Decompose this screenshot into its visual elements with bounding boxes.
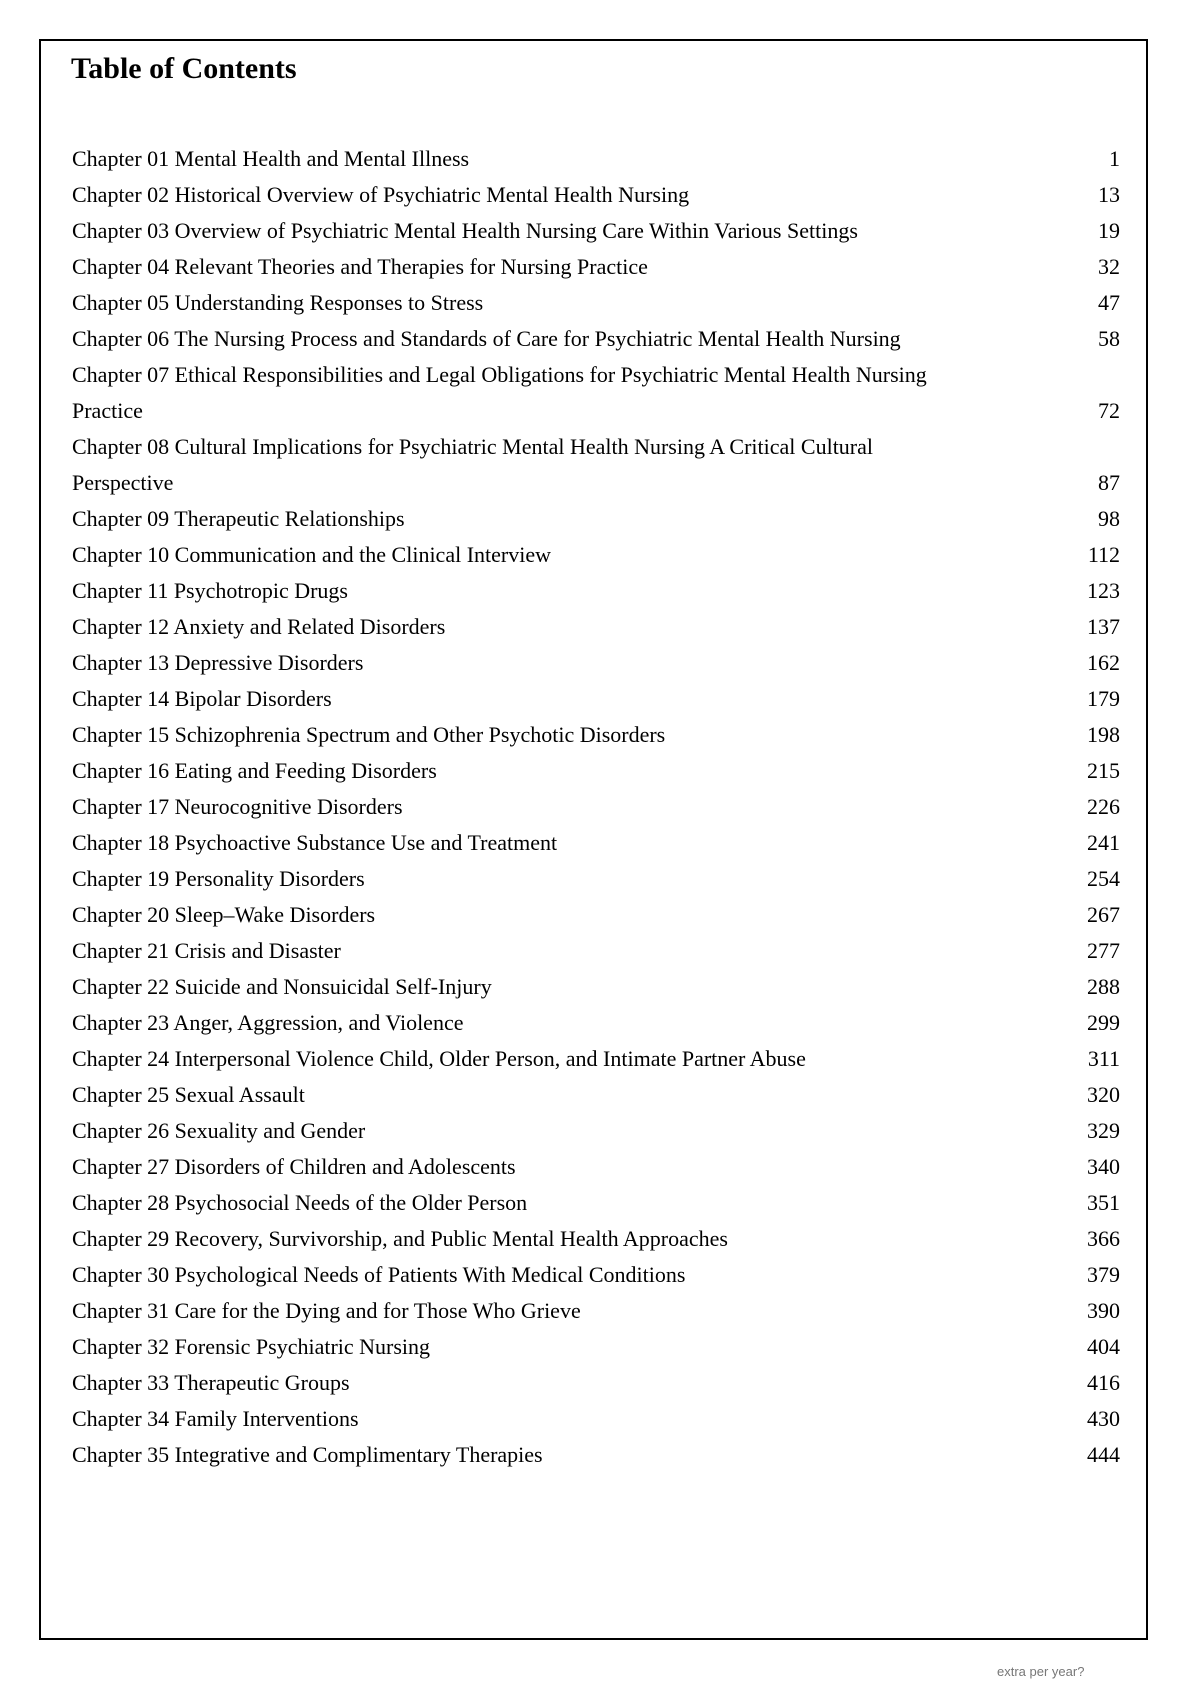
toc-entry-page: 311: [1087, 1046, 1120, 1071]
toc-entry: [72, 717, 1120, 753]
toc-entry-title: Chapter 18 Psychoactive Substance Use and Treatment: [72, 830, 558, 855]
toc-entry-title: Chapter 16 Eating and Feeding Disorders: [72, 758, 437, 783]
toc-entry: [72, 1041, 1120, 1077]
toc-entry: [72, 969, 1120, 1005]
toc-entry-title: Chapter 33 Therapeutic Groups: [72, 1370, 350, 1395]
toc-entry: [72, 213, 1120, 249]
toc-entry: [72, 897, 1120, 933]
toc-entry-page: 340: [1087, 1154, 1120, 1179]
toc-entry: [72, 1149, 1120, 1185]
toc-entry-title: Chapter 10 Communication and the Clinical Interview: [72, 542, 551, 567]
toc-entry-page: 98: [1098, 506, 1120, 531]
toc-entry-page: 254: [1087, 866, 1120, 891]
toc-entry-title: Chapter 17 Neurocognitive Disorders: [72, 794, 403, 819]
toc-entry-title: Chapter 30 Psychological Needs of Patients With Medical Conditions: [72, 1262, 686, 1287]
toc-entry-page: 299: [1087, 1010, 1120, 1035]
toc-entry: [72, 1365, 1120, 1401]
toc-entry-page: 198: [1087, 722, 1120, 747]
toc-entry-page: 288: [1087, 974, 1120, 999]
toc-entry-title: Chapter 20 Sleep–Wake Disorders: [72, 902, 376, 927]
toc-entry: [72, 1077, 1120, 1113]
toc-entry-title: Chapter 15 Schizophrenia Spectrum and Other Psychotic Disorders: [72, 722, 666, 747]
toc-entry-page: 47: [1098, 290, 1120, 315]
toc-entry-page: 366: [1087, 1226, 1120, 1251]
toc-entry-page: 226: [1087, 794, 1120, 819]
toc-entry: [72, 681, 1120, 717]
toc-entry-page: 112: [1087, 542, 1120, 567]
toc-entry: [72, 177, 1120, 213]
toc-entry: [72, 285, 1120, 321]
toc-entry-page: 1: [1109, 146, 1120, 171]
toc-entry-title: Chapter 25 Sexual Assault: [72, 1082, 305, 1107]
toc-entry: [72, 933, 1120, 969]
toc-entry-title: Chapter 28 Psychosocial Needs of the Older Person: [72, 1190, 528, 1215]
toc-entry-page: 179: [1087, 686, 1120, 711]
toc-entry: [72, 1329, 1120, 1365]
toc-entry: [72, 501, 1120, 537]
toc-entry-title: Chapter 27 Disorders of Children and Adolescents: [72, 1154, 516, 1179]
toc-entry: [72, 645, 1120, 681]
toc-entry: [72, 825, 1120, 861]
toc-entry-page: 267: [1087, 902, 1120, 927]
toc-entry-page: 390: [1087, 1298, 1120, 1323]
toc-entry: [72, 1185, 1120, 1221]
toc-entry-title: Chapter 04 Relevant Theories and Therapies for Nursing Practice: [72, 254, 648, 279]
toc-entry: [72, 429, 1120, 501]
toc-entry-page: 404: [1087, 1334, 1120, 1359]
toc-entry: [72, 753, 1120, 789]
toc-entry-page: 241: [1087, 830, 1120, 855]
toc-entry: [72, 249, 1120, 285]
toc-entry-page: 444: [1087, 1442, 1120, 1467]
toc-entry-page: 162: [1087, 650, 1120, 675]
toc-entry-title: Chapter 24 Interpersonal Violence Child, Older Person, and Intimate Partner Abuse: [72, 1046, 806, 1071]
toc-entry: [72, 1221, 1120, 1257]
toc-entry: [72, 357, 1120, 429]
toc-entry-title: Chapter 05 Understanding Responses to Stress: [72, 290, 484, 315]
toc-entry-page: 72: [1098, 398, 1120, 423]
toc-entry-page: 19: [1098, 218, 1120, 243]
toc-entry-title: Chapter 02 Historical Overview of Psychiatric Mental Health Nursing: [72, 182, 690, 207]
toc-entry: [72, 609, 1120, 645]
toc-entry-page: 13: [1098, 182, 1120, 207]
toc-entry-page: 87: [1098, 470, 1120, 495]
toc-entry-title: Chapter 07 Ethical Responsibilities and Legal Obligations for Psychiatric Mental Health Nursing Practice: [72, 362, 927, 423]
toc-entry-title: Chapter 11 Psychotropic Drugs: [72, 578, 348, 603]
toc-entry-title: Chapter 31 Care for the Dying and for Those Who Grieve: [72, 1298, 581, 1323]
toc-entry-page: 329: [1087, 1118, 1120, 1143]
toc-entry-title: Chapter 29 Recovery, Survivorship, and Public Mental Health Approaches: [72, 1226, 728, 1251]
toc-entry-title: Chapter 06 The Nursing Process and Standards of Care for Psychiatric Mental Health Nursing: [72, 326, 901, 351]
toc-entry-page: 430: [1087, 1406, 1120, 1431]
toc-entry-page: 58: [1098, 326, 1120, 351]
toc-entry: [72, 321, 1120, 357]
toc-entry-title: Chapter 22 Suicide and Nonsuicidal Self-Injury: [72, 974, 492, 999]
toc-entry-title: Chapter 09 Therapeutic Relationships: [72, 506, 405, 531]
toc-entry: [72, 1257, 1120, 1293]
toc-entry-page: 32: [1098, 254, 1120, 279]
toc-entry: [72, 537, 1120, 573]
toc-entry-title: Chapter 21 Crisis and Disaster: [72, 938, 341, 963]
page-title: Table of Contents: [71, 52, 297, 85]
toc-entry-page: 416: [1087, 1370, 1120, 1395]
toc-entry: [72, 1401, 1120, 1437]
toc-entry-title: Chapter 35 Integrative and Complimentary Therapies: [72, 1442, 543, 1467]
toc-entry-title: Chapter 14 Bipolar Disorders: [72, 686, 332, 711]
footer-note: extra per year?: [997, 1664, 1085, 1679]
toc-entry-page: 351: [1087, 1190, 1120, 1215]
toc-entry-page: 123: [1087, 578, 1120, 603]
toc-entry-title: Chapter 01 Mental Health and Mental Illness: [72, 146, 470, 171]
toc-entry-page: 137: [1087, 614, 1120, 639]
toc-entry-page: 277: [1087, 938, 1120, 963]
toc-entry: [72, 1437, 1120, 1473]
toc-entry-title: Chapter 12 Anxiety and Related Disorders: [72, 614, 446, 639]
toc-list: [72, 141, 1120, 1473]
toc-entry-page: 379: [1087, 1262, 1120, 1287]
toc-entry: [72, 1293, 1120, 1329]
toc-entry-title: Chapter 23 Anger, Aggression, and Violence: [72, 1010, 464, 1035]
toc-entry: [72, 789, 1120, 825]
toc-entry-title: Chapter 08 Cultural Implications for Psychiatric Mental Health Nursing A Critical Cultural Perspective: [72, 434, 874, 495]
toc-entry: [72, 861, 1120, 897]
toc-entry-title: Chapter 32 Forensic Psychiatric Nursing: [72, 1334, 431, 1359]
toc-entry-title: Chapter 19 Personality Disorders: [72, 866, 365, 891]
toc-entry: [72, 1113, 1120, 1149]
toc-entry-title: Chapter 03 Overview of Psychiatric Mental Health Nursing Care Within Various Settings: [72, 218, 858, 243]
toc-entry-page: 320: [1087, 1082, 1120, 1107]
toc-entry-title: Chapter 13 Depressive Disorders: [72, 650, 364, 675]
toc-entry-page: 215: [1087, 758, 1120, 783]
toc-entry: [72, 573, 1120, 609]
toc-entry-title: Chapter 34 Family Interventions: [72, 1406, 359, 1431]
toc-entry: [72, 1005, 1120, 1041]
toc-entry-title: Chapter 26 Sexuality and Gender: [72, 1118, 366, 1143]
toc-entry: [72, 141, 1120, 177]
